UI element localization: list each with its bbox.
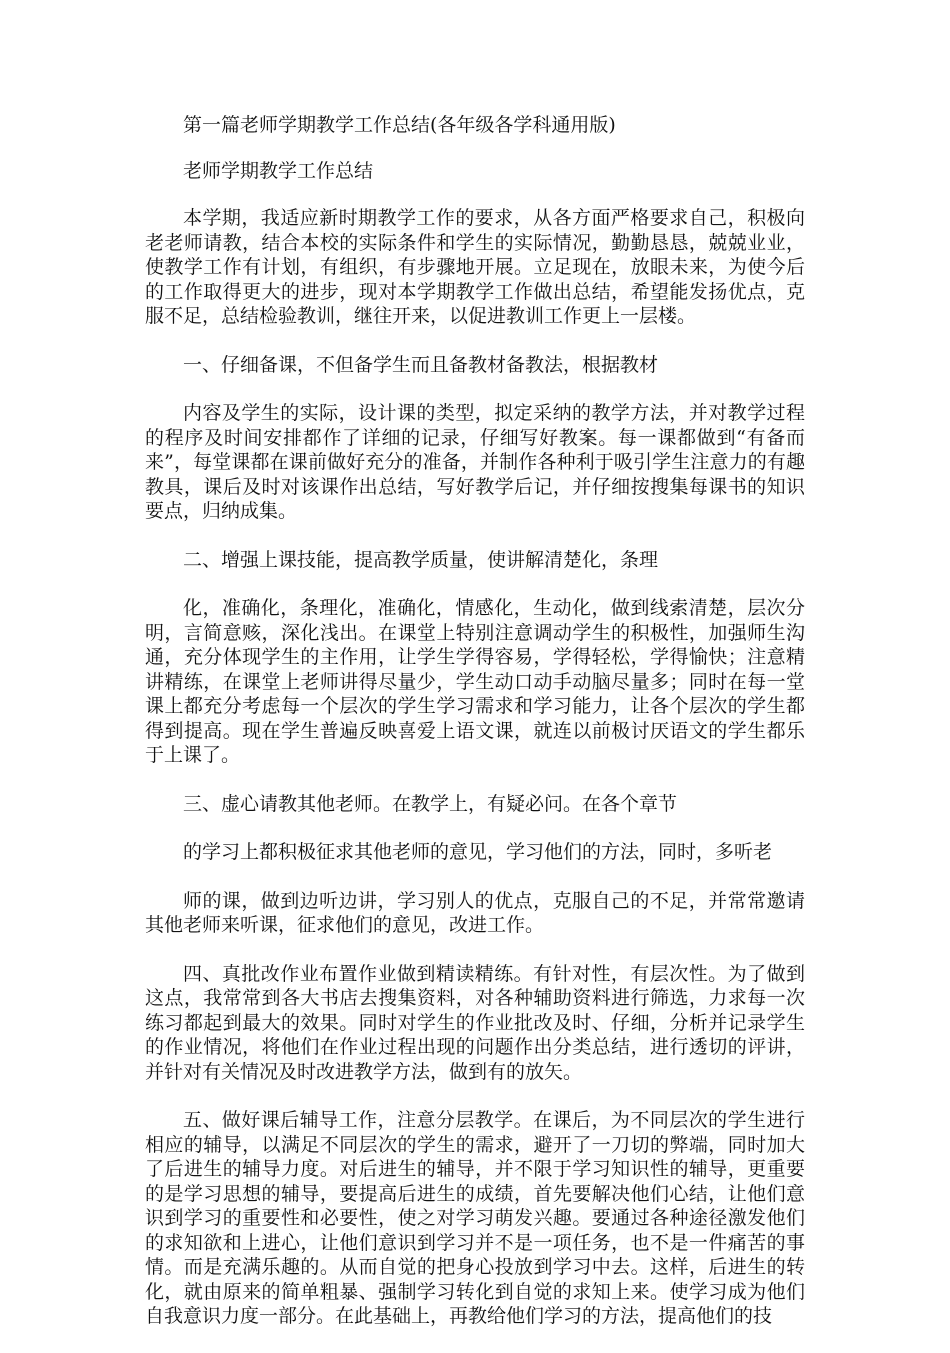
document-title: 第一篇老师学期教学工作总结(各年级各学科通用版) (183, 114, 616, 136)
document-subtitle: 老师学期教学工作总结 (183, 159, 374, 182)
section-3-heading: 三、虚心请教其他老师。在教学上，有疑必问。在各个章节 (183, 792, 678, 815)
section-1-paragraph: 内容及学生的实际，设计课的类型，拟定采纳的教学方法，并对教学过程的程序及时间安排都作了详细的记录，仔细写好教案。每一课都做到“有备而来”，每堂课都在课前做好充分的准备，并制作各种利于吸引学生注意力的有趣教具，课后及时对该课作出总结，写好教学后记，并仔细按搜集每课书的知识要点，归纳成集。 (145, 402, 805, 522)
section-2-heading: 二、增强上课技能，提高教学质量，使讲解清楚化，条理 (183, 548, 659, 571)
intro-paragraph: 本学期，我适应新时期教学工作的要求，从各方面严格要求自己，积极向老老师请教，结合本校的实际条件和学生的实际情况，勤勤恳恳，兢兢业业，使教学工作有计划，有组织，有步骤地开展。立足现在，放眼未来，为使今后的工作取得更大的进步，现对本学期教学工作做出总结，希望能发扬优点，克服不足，总结检验教训，继往开来，以促进教训工作更上一层楼。 (145, 207, 805, 327)
section-3-paragraph: 的学习上都积极征求其他老师的意见，学习他们的方法，同时，多听老 (183, 841, 773, 863)
section-4-paragraph: 四、真批改作业布置作业做到精读精练。有针对性，有层次性。为了做到这点，我常常到各大书店去搜集资料，对各种辅助资料进行筛选，力求每一次练习都起到最大的效果。同时对学生的作业批改及时、仔细，分析并记录学生的作业情况，将他们在作业过程出现的问题作出分类总结，进行透切的评讲，并针对有关情况及时改进教学方法，做到有的放矢。 (145, 962, 805, 1083)
section-3-paragraph-continued: 师的课，做到边听边讲，学习别人的优点，克服自己的不足，并常常邀请其他老师来听课，征求他们的意见，改进工作。 (145, 889, 805, 936)
section-2-paragraph: 化，准确化，条理化，准确化，情感化，生动化，做到线索清楚，层次分明，言简意赅，深化浅出。在课堂上特别注意调动学生的积极性，加强师生沟通，充分体现学生的主作用，让学生学得容易，学得轻松，学得愉快；注意精讲精练，在课堂上老师讲得尽量少，学生动口动手动脑尽量多；同时在每一堂课上都充分考虑每一个层次的学生学习需求和学习能力，让各个层次的学生都得到提高。现在学生普遍反映喜爱上语文课，就连以前极讨厌语文的学生都乐于上课了。 (145, 597, 805, 766)
document-body (145, 113, 805, 1353)
section-5-paragraph: 五、做好课后辅导工作，注意分层教学。在课后，为不同层次的学生进行相应的辅导，以满足不同层次的学生的需求，避开了一刀切的弊端，同时加大了后进生的辅导力度。对后进生的辅导，并不限于学习知识性的辅导，更重要的是学习思想的辅导，要提高后进生的成绩，首先要解决他们心结，让他们意识到学习的重要性和必要性，使之对学习萌发兴趣。要通过各种途径激发他们的求知欲和上进心，让他们意识到学习并不是一项任务，也不是一件痛苦的事情。而是充满乐趣的。从而自觉的把身心投放到学习中去。这样，后进生的转化，就由原来的简单粗暴、强制学习转化到自觉的求知上来。使学习成为他们自我意识力度一部分。在此基础上，再教给他们学习的方法，提高他们的技 (145, 1109, 805, 1327)
section-1-heading: 一、仔细备课，不但备学生而且备教材备教法，根据教材 (183, 353, 659, 376)
